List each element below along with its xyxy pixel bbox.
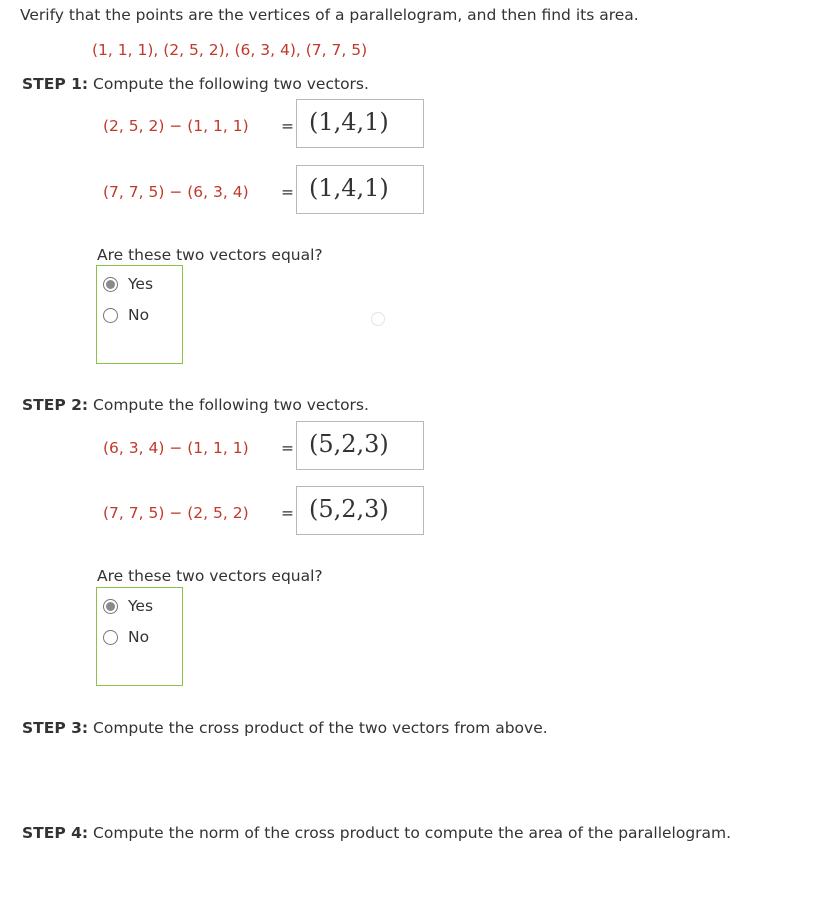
radio-unchecked-icon[interactable] — [103, 630, 118, 645]
step1-radio-group — [96, 265, 183, 364]
step2-label: STEP 2: — [22, 396, 89, 414]
step2-row1-equals: = — [281, 439, 294, 457]
step2-option-no[interactable] — [103, 626, 149, 648]
step2-option-no-label: No — [128, 628, 150, 646]
step2-row2-equals: = — [281, 504, 294, 522]
step1-question: Are these two vectors equal? — [97, 246, 323, 264]
step1-option-no[interactable] — [103, 304, 149, 326]
radio-unchecked-icon[interactable] — [103, 308, 118, 323]
step3-heading — [22, 719, 548, 737]
step4-label: STEP 4: — [22, 824, 89, 842]
step1-row2-equals: = — [281, 183, 294, 201]
step1-option-yes[interactable] — [103, 273, 153, 295]
step2-heading — [22, 396, 369, 414]
step2-row2-answer-input[interactable]: (5,2,3) — [296, 486, 424, 535]
step2-row2-expression: (7, 7, 5) − (2, 5, 2) — [103, 504, 249, 522]
step1-option-yes-label: Yes — [128, 275, 154, 293]
faint-circle-icon — [371, 312, 385, 326]
step1-label: STEP 1: — [22, 75, 89, 93]
step1-row2-answer-input[interactable]: (1,4,1) — [296, 165, 424, 214]
radio-checked-icon[interactable] — [103, 277, 118, 292]
step4-text: Compute the norm of the cross product to compute the area of the parallelogram. — [93, 824, 732, 842]
step1-row2-expression: (7, 7, 5) − (6, 3, 4) — [103, 183, 249, 201]
step2-row1-expression: (6, 3, 4) − (1, 1, 1) — [103, 439, 249, 457]
step2-row1-answer-input[interactable]: (5,2,3) — [296, 421, 424, 470]
step1-row1-answer-input[interactable]: (1,4,1) — [296, 99, 424, 148]
step2-radio-group — [96, 587, 183, 686]
step1-heading — [22, 75, 369, 93]
step4-heading — [22, 824, 731, 842]
problem-points: (1, 1, 1), (2, 5, 2), (6, 3, 4), (7, 7, 5) — [92, 41, 368, 59]
step3-label: STEP 3: — [22, 719, 89, 737]
step2-option-yes[interactable] — [103, 595, 153, 617]
step3-text: Compute the cross product of the two vectors from above. — [93, 719, 548, 737]
step1-option-no-label: No — [128, 306, 150, 324]
step1-text: Compute the following two vectors. — [93, 75, 369, 93]
step1-row1-expression: (2, 5, 2) − (1, 1, 1) — [103, 117, 249, 135]
step2-question: Are these two vectors equal? — [97, 567, 323, 585]
step2-text: Compute the following two vectors. — [93, 396, 369, 414]
step1-row1-equals: = — [281, 117, 294, 135]
radio-checked-icon[interactable] — [103, 599, 118, 614]
problem-prompt: Verify that the points are the vertices of a parallelogram, and then find its area. — [20, 6, 639, 24]
step2-option-yes-label: Yes — [128, 597, 154, 615]
